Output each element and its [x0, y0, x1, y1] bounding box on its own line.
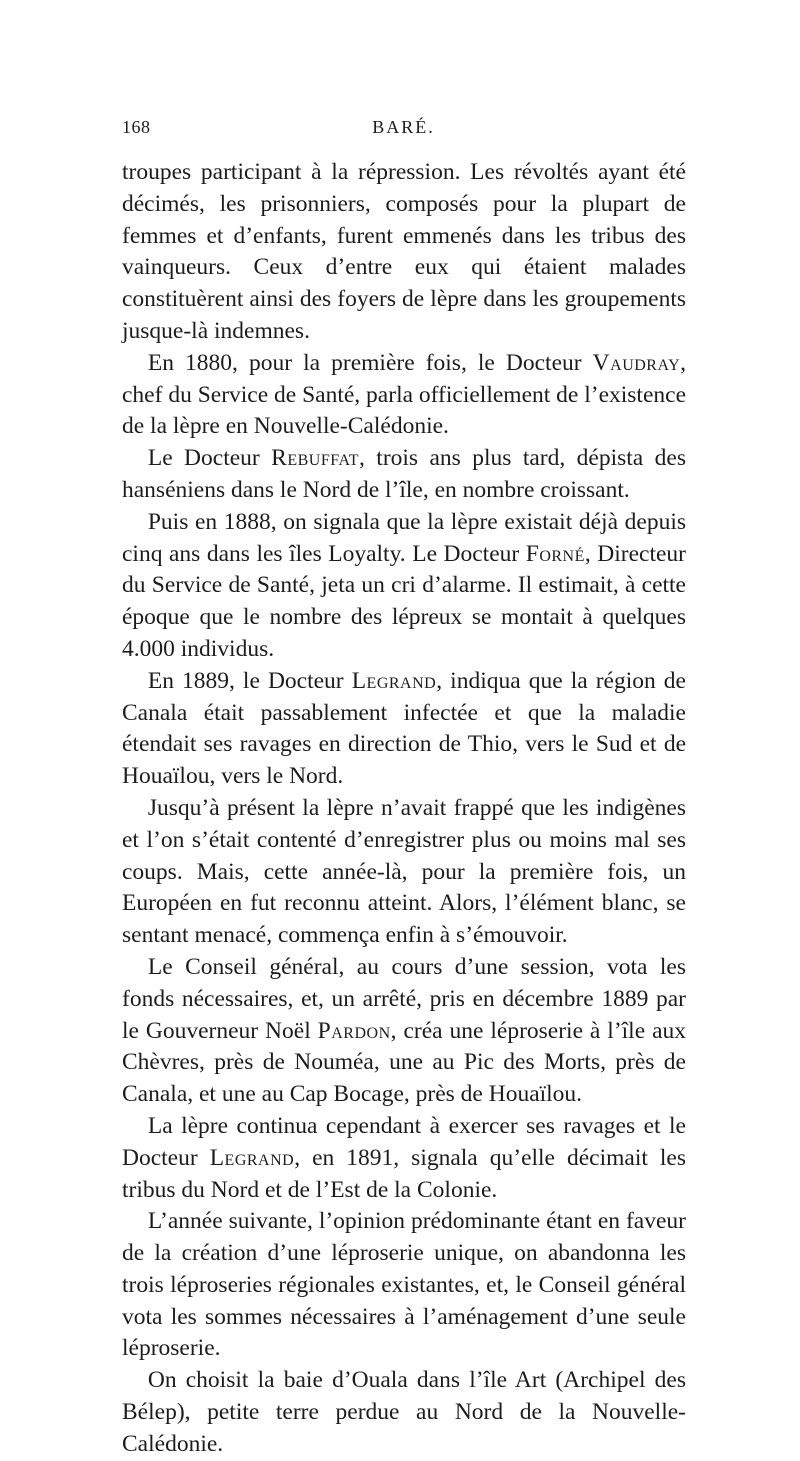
- text-run: , créa une léproserie à l’île aux Chèvres, près de Nouméa, une au Pic des Morts, près de Canala, et une au Cap Bocage, près de Houaïlou.: [122, 1017, 686, 1108]
- paragraph: [122, 952, 686, 1111]
- text-run: , trois ans plus tard, dépista des hanséniens dans le Nord de l’île, en nombre croissant.: [122, 445, 686, 503]
- paragraph: [122, 1111, 686, 1206]
- text-run: troupes participant à la répression. Les révoltés ayant été décimés, les prisonniers, composés pour la plupart de femmes et d’enfants, furent emmenés dans les tribus des vainqueurs. Ceux d’entre eux qui étaient malades constituèrent ainsi des foyers de lèpre dans les groupements jusque-là indemnes.: [122, 159, 686, 344]
- paragraph: [122, 507, 686, 666]
- text-run: En 1889, le Docteur: [147, 667, 352, 694]
- running-title: BARÉ.: [372, 117, 435, 137]
- text-run: , chef du Service de Santé, parla officiellement de l’existence de la lèpre en Nouvelle-Calédonie.: [122, 349, 686, 440]
- person-name: Pardon: [317, 1017, 391, 1044]
- text-run: Puis en 1888, on signala que la lèpre existait déjà depuis cinq ans dans les îles Loyalty. Le Docteur: [122, 508, 686, 567]
- body-text: [122, 157, 686, 1461]
- paragraph: [122, 666, 686, 793]
- text-run: On choisit la baie d’Ouala dans l’île Art (Archipel des Bélep), petite terre perdue au Nord de la Nouvelle-Calédonie.: [122, 1367, 686, 1457]
- text-run: , Directeur du Service de Santé, jeta un cri d’alarme. Il estimait, à cette époque que le nombre des lépreux se montait à quelques 4.000 individus.: [122, 540, 686, 662]
- person-name: Forné: [525, 540, 585, 567]
- person-name: Vaudray: [592, 349, 681, 376]
- text-run: , indiqua que la région de Canala était passablement infectée et que la maladie étendait ses ravages en direction de Thio, vers le Sud et de Houaïlou, vers le Nord.: [122, 667, 686, 790]
- paragraph: [122, 1206, 686, 1365]
- paragraph: [122, 348, 686, 443]
- paragraph: [122, 1365, 686, 1460]
- page-number: 168: [122, 117, 151, 137]
- text-run: , en 1891, signala qu’elle décimait les tribus du Nord et de l’Est de la Colonie.: [122, 1144, 686, 1203]
- person-name: Rebuffat: [271, 445, 359, 472]
- running-head: [122, 117, 685, 147]
- paragraph: [122, 443, 686, 507]
- text-run: En 1880, pour la première fois, le Docteur: [147, 349, 593, 376]
- text-run: L’année suivante, l’opinion prédominante étant en faveur de la création d’une léproserie unique, on abandonna les trois léproseries régionales existantes, et, le Conseil général vota les sommes nécessaires à l’aménagement d’une seule léproserie.: [122, 1208, 686, 1362]
- paragraph: [122, 793, 686, 952]
- person-name: Legrand: [209, 1144, 295, 1171]
- text-run: Le Conseil général, au cours d’une session, vota les fonds nécessaires, et, un arrêté, pris en décembre 1889 par le Gouverneur Noël: [122, 953, 686, 1044]
- text-run: Le Docteur: [147, 445, 272, 472]
- paragraph: [122, 157, 686, 348]
- text-run: La lèpre continua cependant à exercer ses ravages et le Docteur: [122, 1112, 686, 1171]
- text-run: Jusqu’à présent la lèpre n’avait frappé que les indigènes et l’on s’était contenté d’enregistrer plus ou moins mal ses coups. Mais, cette année-là, pour la première fois, un Européen en fut reconnu atteint. Alors, l’élément blanc, se sentant menacé, commença enfin à s’émouvoir.: [122, 794, 686, 949]
- person-name: Legrand: [351, 667, 437, 694]
